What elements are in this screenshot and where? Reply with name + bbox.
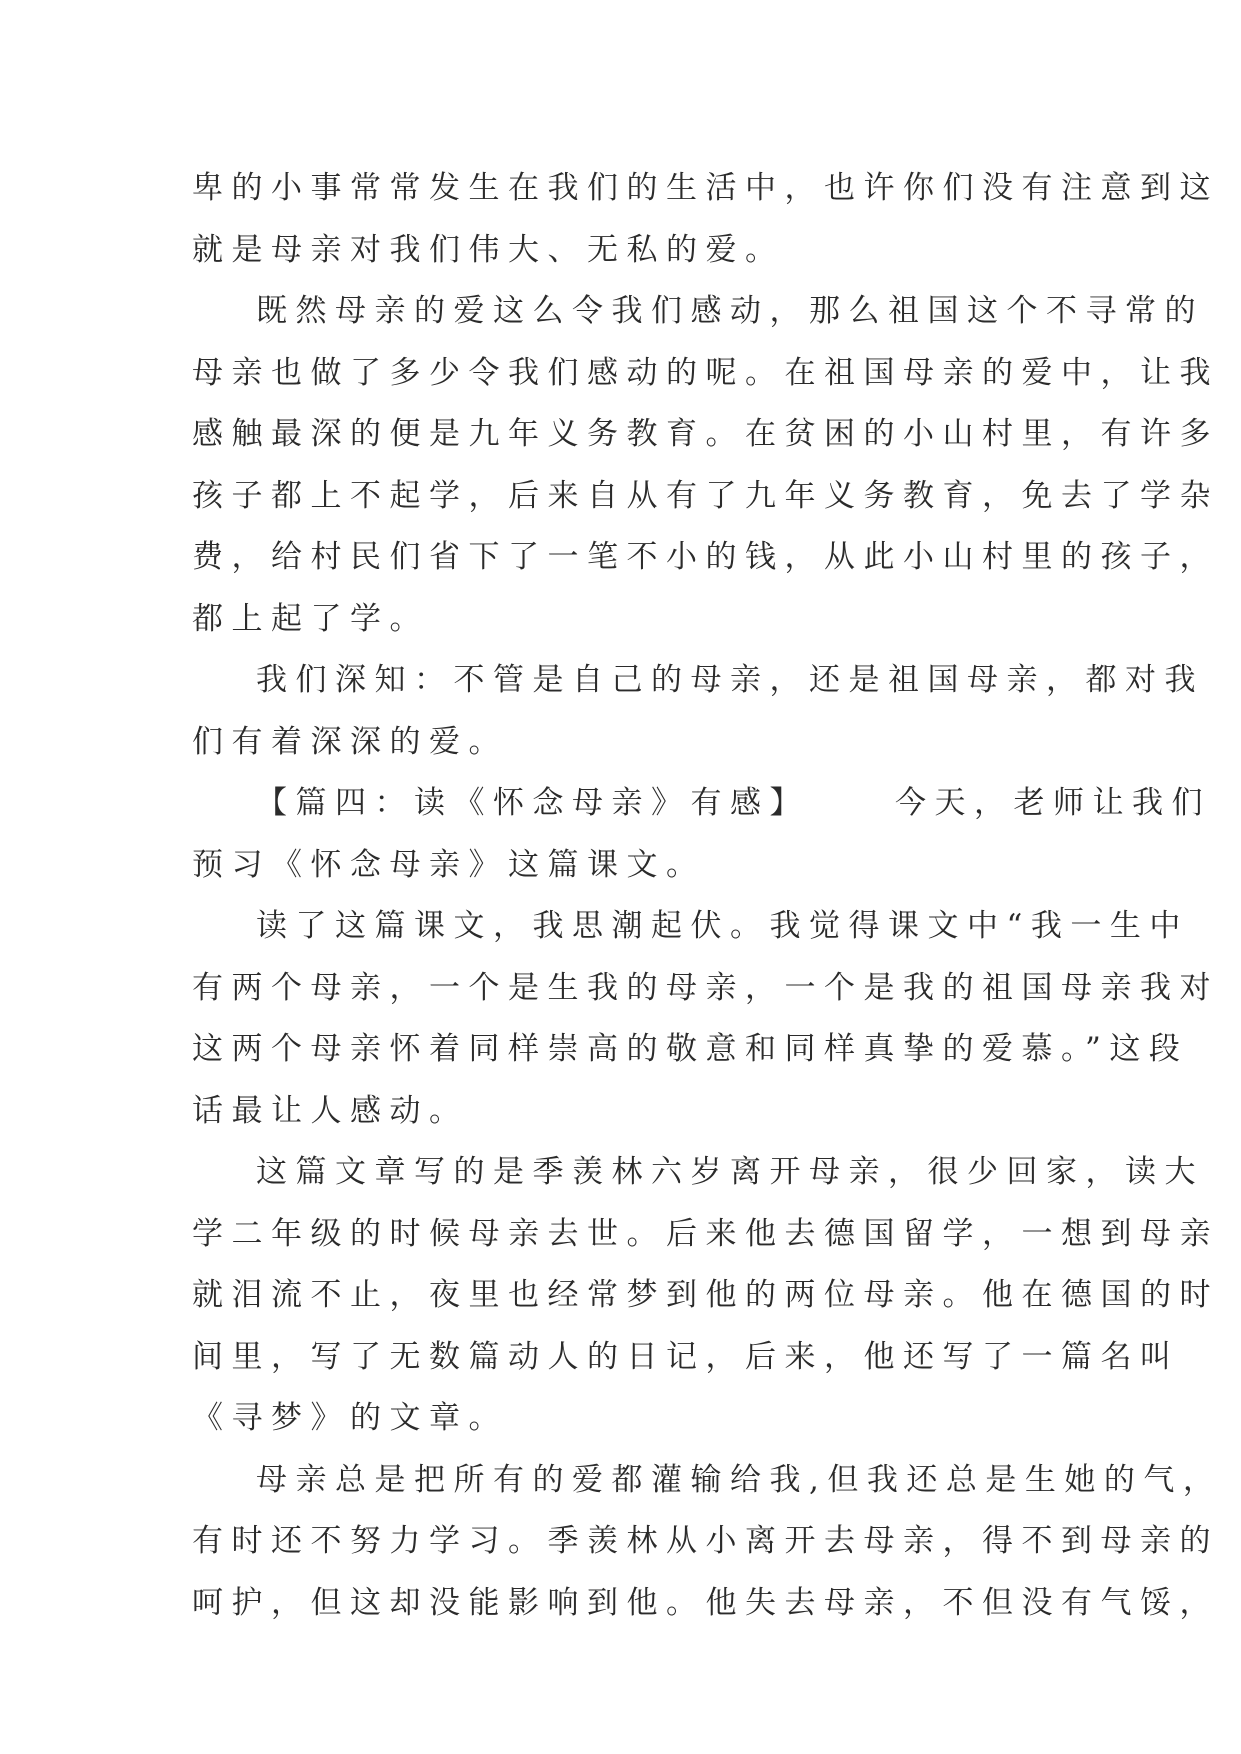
text-line: 就泪流不止，夜里也经常梦到他的两位母亲。他在德国的时 <box>192 1277 1219 1313</box>
text-line: 话最让人感动。 <box>192 1092 469 1129</box>
text-line: 孩子都上不起学，后来自从有了九年义务教育，免去了学杂 <box>192 477 1219 514</box>
text-line: 预习《怀念母亲》这篇课文。 <box>192 846 706 883</box>
section-heading: 【篇四：读《怀念母亲》有感】 <box>256 785 809 821</box>
text-run: 今天，老师让我们 <box>895 785 1211 821</box>
text-line: 感触最深的便是九年义务教育。在贫困的小山村里，有许多 <box>192 416 1219 452</box>
text-line: 这篇文章写的是季羡林六岁离开母亲，很少回家，读大 <box>256 1154 1204 1190</box>
text-line: 母亲总是把所有的爱都灌输给我,但我还总是生她的气， <box>256 1461 1223 1498</box>
text-line: 就是母亲对我们伟大、无私的爱。 <box>192 231 785 268</box>
text-line: 们有着深深的爱。 <box>192 723 508 760</box>
document-body <box>192 158 1223 1634</box>
text-line: 卑的小事常常发生在我们的生活中，也许你们没有注意到这 <box>192 170 1219 206</box>
text-line: 都上起了学。 <box>192 600 429 637</box>
text-line: 有时还不努力学习。季羡林从小离开去母亲，得不到母亲的 <box>192 1523 1219 1559</box>
text-line: 《寻梦》的文章。 <box>192 1400 508 1436</box>
text-line: 既然母亲的爱这么令我们感动，那么祖国这个不寻常的 <box>256 293 1204 329</box>
text-line: 读了这篇课文，我思潮起伏。我觉得课文中“我一生中 <box>256 908 1189 944</box>
text-line: 学二年级的时候母亲去世。后来他去德国留学，一想到母亲 <box>192 1215 1219 1252</box>
section-heading-line <box>192 773 1211 835</box>
text-line: 费，给村民们省下了一笔不小的钱，从此小山村里的孩子， <box>192 539 1219 575</box>
text-line: 我们深知：不管是自己的母亲，还是祖国母亲，都对我 <box>256 662 1204 698</box>
text-line: 这两个母亲怀着同样崇高的敬意和同样真挚的爱慕。”这段 <box>192 1031 1189 1067</box>
text-line: 呵护，但这却没能影响到他。他失去母亲，不但没有气馁， <box>192 1584 1219 1621</box>
text-line: 间里，写了无数篇动人的日记，后来，他还写了一篇名叫 <box>192 1338 1180 1375</box>
text-line: 母亲也做了多少令我们感动的呢。在祖国母亲的爱中，让我 <box>192 354 1219 391</box>
text-line: 有两个母亲，一个是生我的母亲，一个是我的祖国母亲我对 <box>192 969 1219 1006</box>
